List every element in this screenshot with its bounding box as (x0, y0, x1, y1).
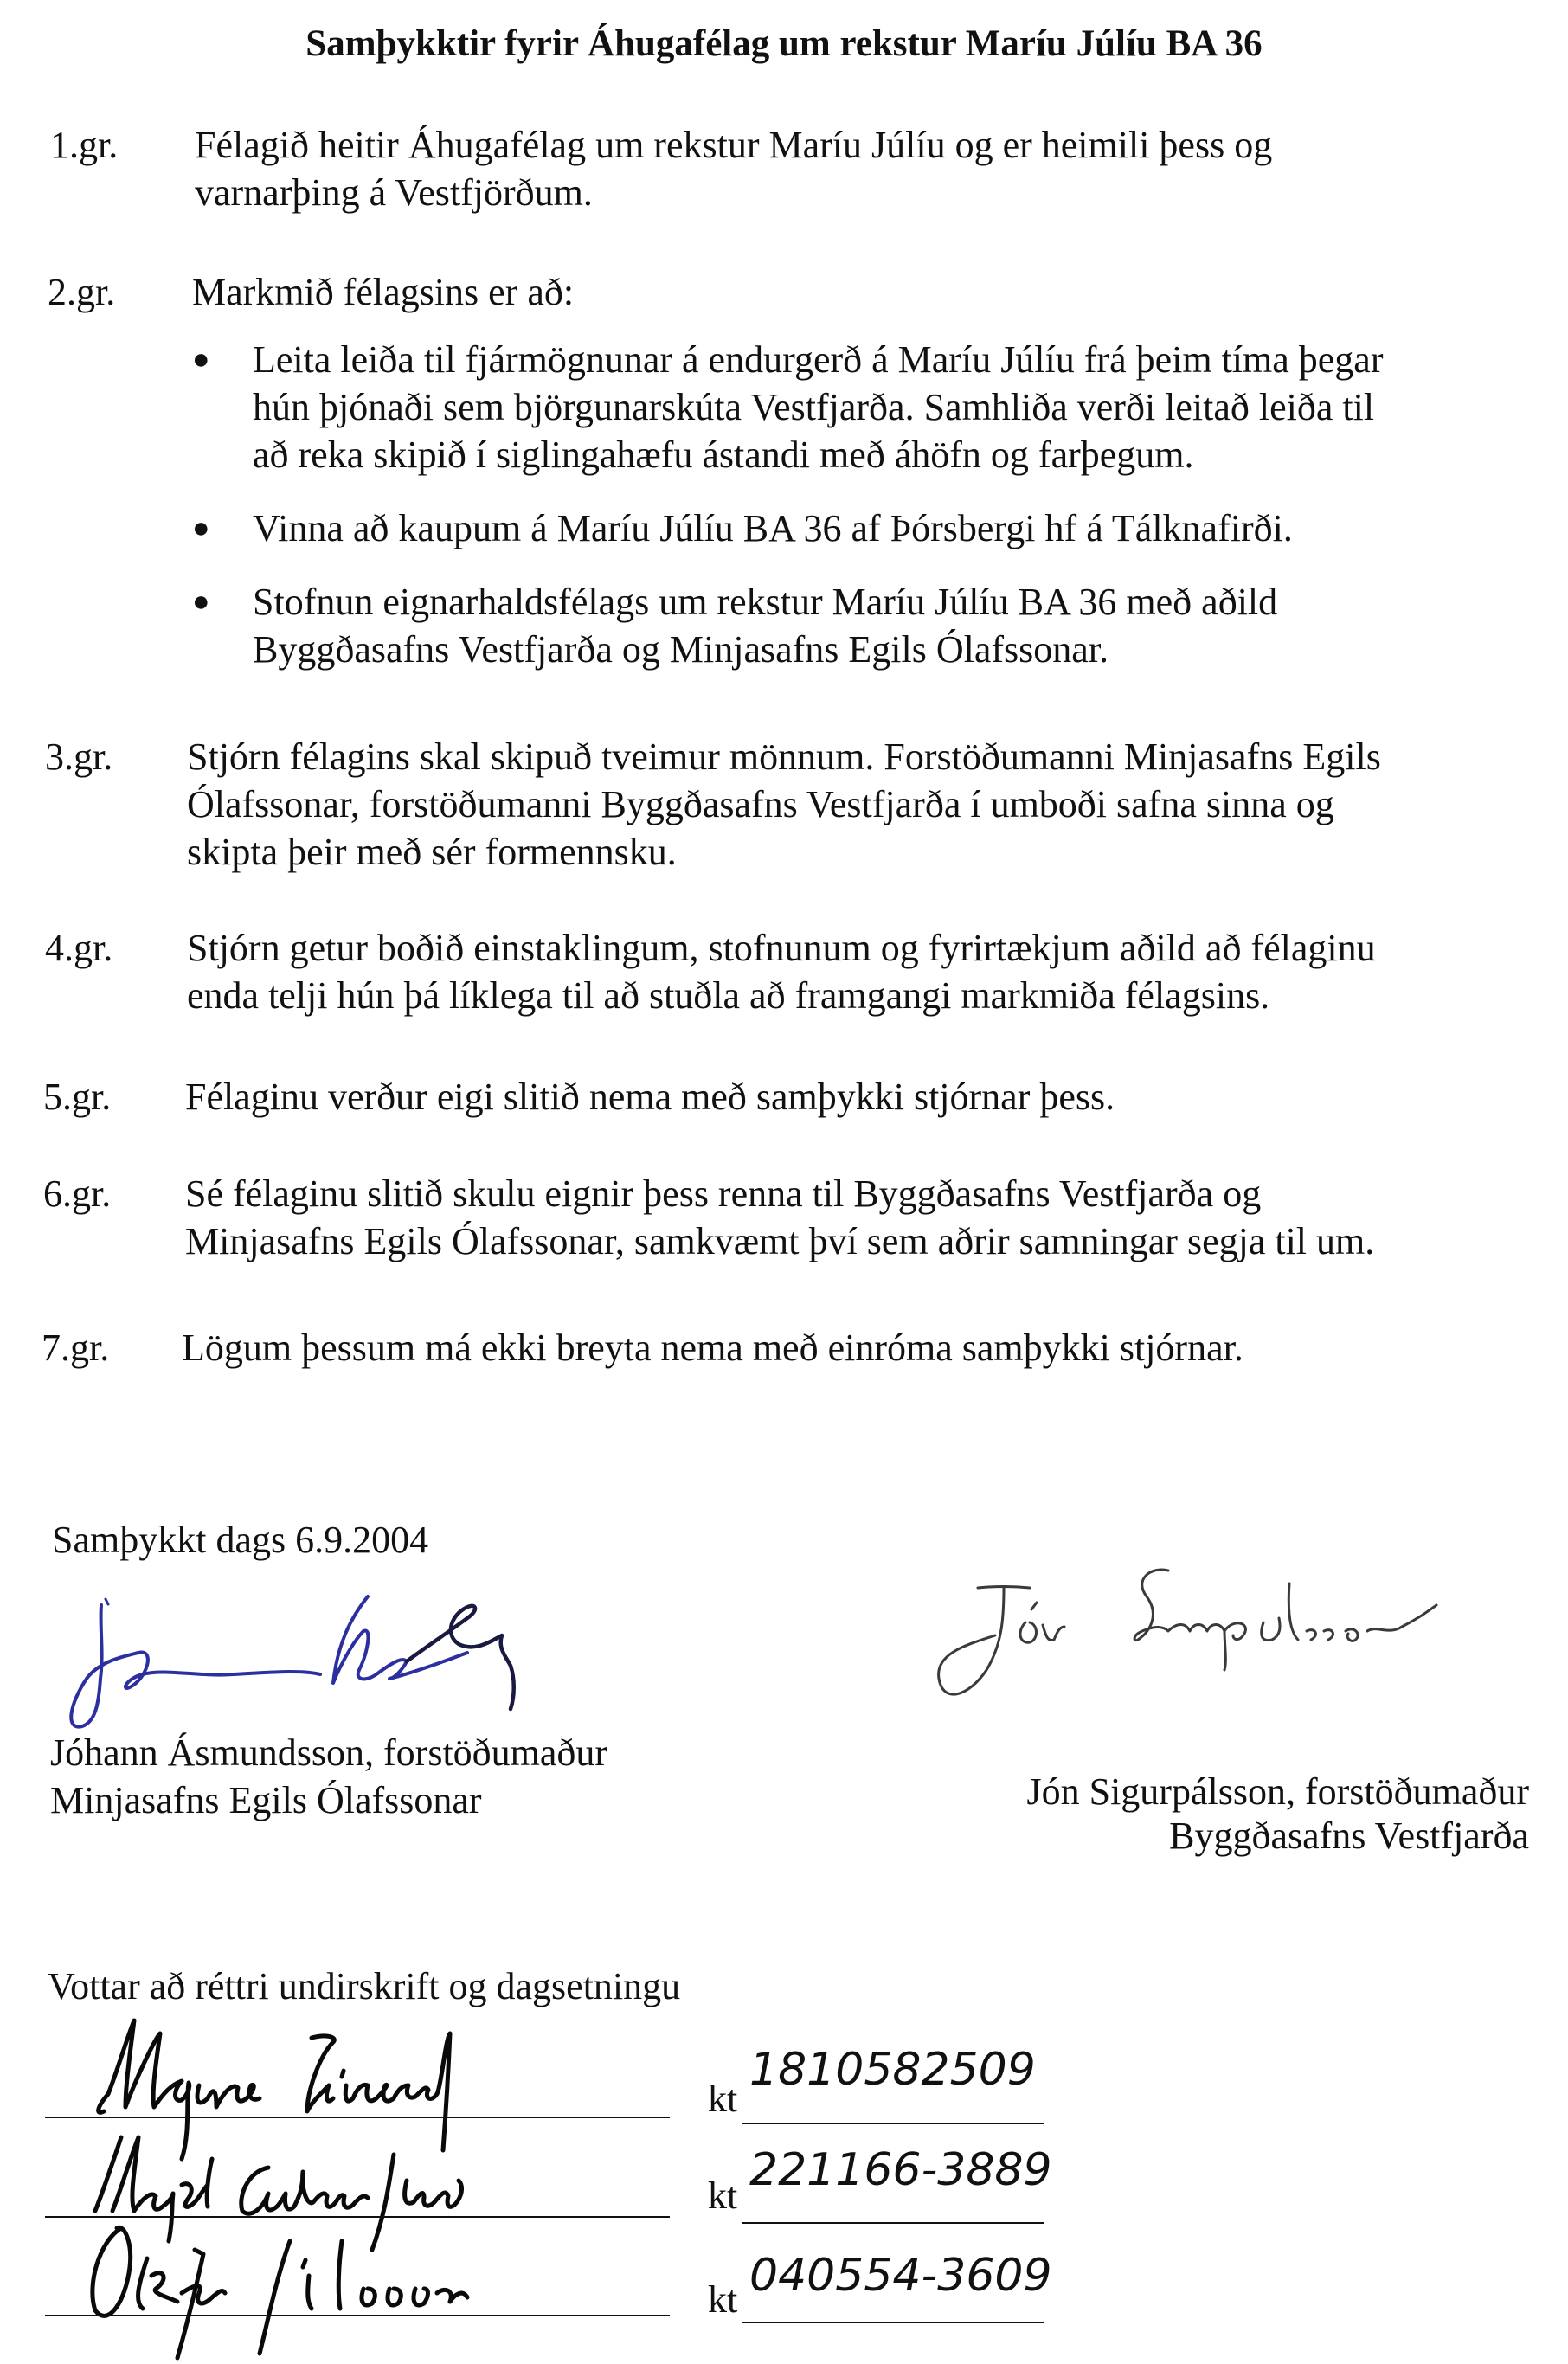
article-2-bullet-2-line-1: Vinna að kaupum á Maríu Júlíu BA 36 af Þórsbergi hf á Tálknafirði. (253, 507, 1293, 549)
article-1-line-1: Félagið heitir Áhugafélag um rekstur Maríu Júlíu og er heimili þess og (195, 124, 1273, 166)
article-number-3: 3.gr. (45, 736, 113, 778)
bullet-icon: ● (192, 586, 210, 618)
document-title: Samþykktir fyrir Áhugafélag um rekstur Maríu Júlíu BA 36 (305, 23, 1263, 64)
witness-2-kt-label: kt (708, 2174, 738, 2217)
witness-signature-3 (82, 2215, 601, 2364)
article-3-line-1: Stjórn félagins skal skipuð tveimur mönnum. Forstöðumanni Minjasafns Egils (187, 736, 1381, 778)
witness-signature-line-1 (45, 2117, 670, 2118)
article-2-intro: Markmið félagsins er að: (192, 271, 575, 313)
article-6-line-2: Minjasafns Egils Ólafssonar, samkvæmt því sem aðrir samningar segja til um. (185, 1220, 1375, 1262)
article-number-5: 5.gr. (43, 1076, 112, 1118)
article-1-line-2: varnarþing á Vestfjörðum. (195, 171, 593, 214)
article-4-line-2: enda telji hún þá líklega til að stuðla að framgangi markmiða félagsins. (187, 974, 1270, 1017)
witness-2-kt-value: 221166-3889 (749, 2144, 1052, 2196)
article-number-4: 4.gr. (45, 927, 113, 969)
signatory-1-name: Jóhann Ásmundsson, forstöðumaður (50, 1731, 608, 1774)
bullet-icon: ● (192, 512, 210, 544)
article-number-1: 1.gr. (50, 124, 119, 166)
article-2-bullet-3-line-2: Byggðasafns Vestfjarða og Minjasafns Egils Ólafssonar. (253, 628, 1109, 671)
signatory-1-org: Minjasafns Egils Ólafssonar (50, 1779, 482, 1821)
article-4-line-1: Stjórn getur boðið einstaklingum, stofnunum og fyrirtækjum aðild að félaginu (187, 927, 1376, 969)
article-2-bullet-3-line-1: Stofnun eignarhaldsfélags um rekstur Maríu Júlíu BA 36 með aðild (253, 581, 1278, 623)
signatory-2-name: Jón Sigurpálsson, forstöðumaður (1026, 1770, 1529, 1813)
witness-signature-line-3 (45, 2315, 670, 2316)
article-number-2: 2.gr. (48, 271, 116, 313)
witness-1-kt-value: 1810582509 (749, 2044, 1036, 2096)
signatory-2-org: Byggðasafns Vestfjarða (1169, 1815, 1529, 1857)
witness-1-kt-label: kt (708, 2078, 738, 2120)
witness-heading: Vottar að réttri undirskrift og dagsetningu (48, 1965, 681, 2007)
signature-johann (61, 1566, 597, 1739)
approval-date-line: Samþykkt dags 6.9.2004 (52, 1519, 429, 1561)
witness-kt-line-2 (742, 2222, 1044, 2224)
article-2-bullet-1-line-3: að reka skipið í siglingahæfu ástandi með áhöfn og farþegum. (253, 434, 1194, 476)
witness-3-kt-label: kt (708, 2278, 738, 2321)
article-7-line-1: Lögum þessum má ekki breyta nema með einróma samþykki stjórnar. (182, 1327, 1243, 1369)
signature-jon (917, 1549, 1523, 1713)
article-5-line-1: Félaginu verður eigi slitið nema með samþykki stjórnar þess. (185, 1076, 1115, 1118)
witness-kt-line-1 (742, 2123, 1044, 2124)
article-3-line-2: Ólafssonar, forstöðumanni Byggðasafns Vestfjarða í umboði safna sinna og (187, 783, 1334, 825)
article-2-bullet-1-line-1: Leita leiða til fjármögnunar á endurgerð á Maríu Júlíu frá þeim tíma þegar (253, 338, 1384, 381)
article-3-line-3: skipta þeir með sér formennsku. (187, 831, 677, 873)
article-number-7: 7.gr. (42, 1327, 110, 1369)
article-2-bullet-1-line-2: hún þjónaði sem björgunarskúta Vestfjarða. Samhliða verði leitað leiða til (253, 386, 1375, 428)
witness-kt-line-3 (742, 2322, 1044, 2323)
article-6-line-1: Sé félaginu slitið skulu eignir þess renna til Byggðasafns Vestfjarða og (185, 1172, 1262, 1215)
bullet-icon: ● (192, 344, 210, 376)
witness-3-kt-value: 040554-3609 (749, 2250, 1052, 2302)
article-number-6: 6.gr. (43, 1172, 112, 1215)
